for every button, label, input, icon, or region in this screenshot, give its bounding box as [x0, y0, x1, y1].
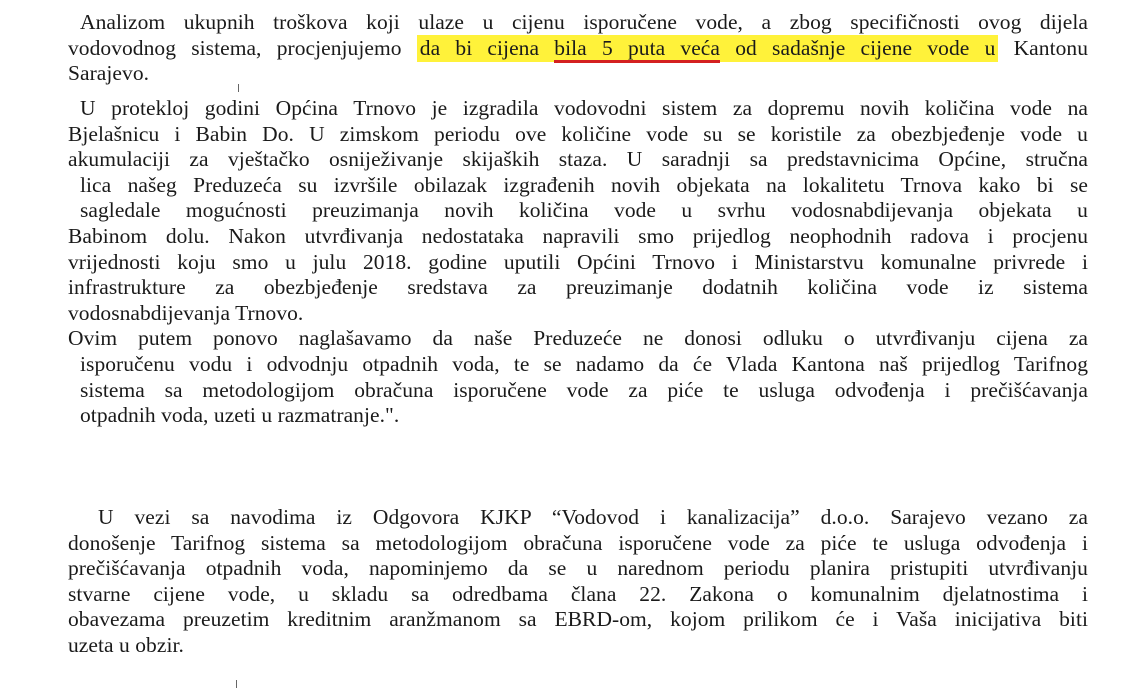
text-segment: Kantonu — [1013, 35, 1089, 60]
scan-mark — [238, 84, 239, 92]
text-line: Analizom ukupnih troškova koji ulaze u cijenu isporučene vode, a zbog specifičnosti ovog dijela — [80, 10, 1088, 34]
text-line: obavezama preuzetim kreditnim aranžmanom sa EBRD-om, kojom prilikom će i Vaša inicijativa biti — [68, 607, 1088, 632]
text-line: isporučenu vodu i odvodnju otpadnih voda, te se nadamo da će Vlada Kantona naš prijedlog Tarifnog — [80, 351, 1088, 376]
text-line: stvarne cijene vode, u skladu sa odredbama člana 22. Zakona o komunalnim djelatnostima i — [68, 581, 1088, 606]
paragraph-trnovo-water-system — [68, 96, 1088, 429]
text-line: Ovim putem ponovo naglašavamo da naše Preduzeće ne donosi odluku o utvrđivanju cijena za — [68, 326, 1088, 351]
text-line: Babinom dolu. Nakon utvrđivanja nedostataka napravili smo prijedlog neophodnih radova i procjenu — [68, 223, 1088, 248]
text-line: otpadnih voda, uzeti u razmatranje.". — [80, 403, 400, 428]
red-underlined-text: bila 5 puta veća — [554, 36, 720, 63]
text-line: uzeta u obzir. — [68, 632, 184, 657]
text-line — [68, 36, 1088, 62]
scan-mark — [236, 680, 237, 688]
text-line: akumulaciji za vještačko osniježivanje skijaških staza. U saradnji sa predstavnicima Općine, stručna — [68, 147, 1088, 172]
text-segment: vodovodnog sistema, procjenjujemo — [68, 35, 402, 60]
text-line: Bjelašnicu i Babin Do. U zimskom periodu ove količine vode su se koristile za obezbjeđenje vode u — [68, 121, 1088, 146]
text-line: U protekloj godini Općina Trnovo je izgradila vodovodni sistem za dopremu novih količina vode na — [80, 96, 1088, 120]
text-line: donošenje Tarifnog sistema sa metodologijom obračuna isporučene vode za piće te usluga odvođenja i — [68, 530, 1088, 555]
text-line: Sarajevo. — [68, 61, 150, 86]
text-line: vodosnabdijevanja Trnovo. — [68, 300, 304, 325]
text-line: sagledale mogućnosti preuzimanja novih količina vode u svrhu vodosnabdijevanja objekata u — [80, 198, 1088, 223]
paragraph-response — [68, 505, 1088, 659]
text-line: infrastrukture za obezbjeđenje sredstava za preuzimanje dodatnih količina vode iz sistema — [68, 275, 1088, 300]
text-line: prečišćavanja otpadnih voda, napominjemo da se u narednom periodu planira pristupiti utvrđivanju — [68, 556, 1088, 581]
highlighted-segment: da bi cijena — [419, 35, 540, 60]
text-line: vrijednosti koju smo u julu 2018. godine uputili Općini Trnovo i Ministarstvu komunalne privrede i — [68, 249, 1088, 274]
paragraph-cost-analysis — [68, 10, 1088, 87]
highlighted-text — [417, 35, 999, 62]
text-line: sistema sa metodologijom obračuna isporučene vode za piće te usluga odvođenja i prečišćavanja — [80, 377, 1088, 402]
text-line: U vezi sa navodima iz Odgovora KJKP “Vodovod i kanalizacija” d.o.o. Sarajevo vezano za — [98, 505, 1088, 529]
text-line: lica našeg Preduzeća su izvršile obilazak izgrađenih novih objekata na lokalitetu Trnova kako bi se — [80, 172, 1088, 197]
highlighted-segment: od sadašnje cijene vode u — [735, 35, 996, 60]
